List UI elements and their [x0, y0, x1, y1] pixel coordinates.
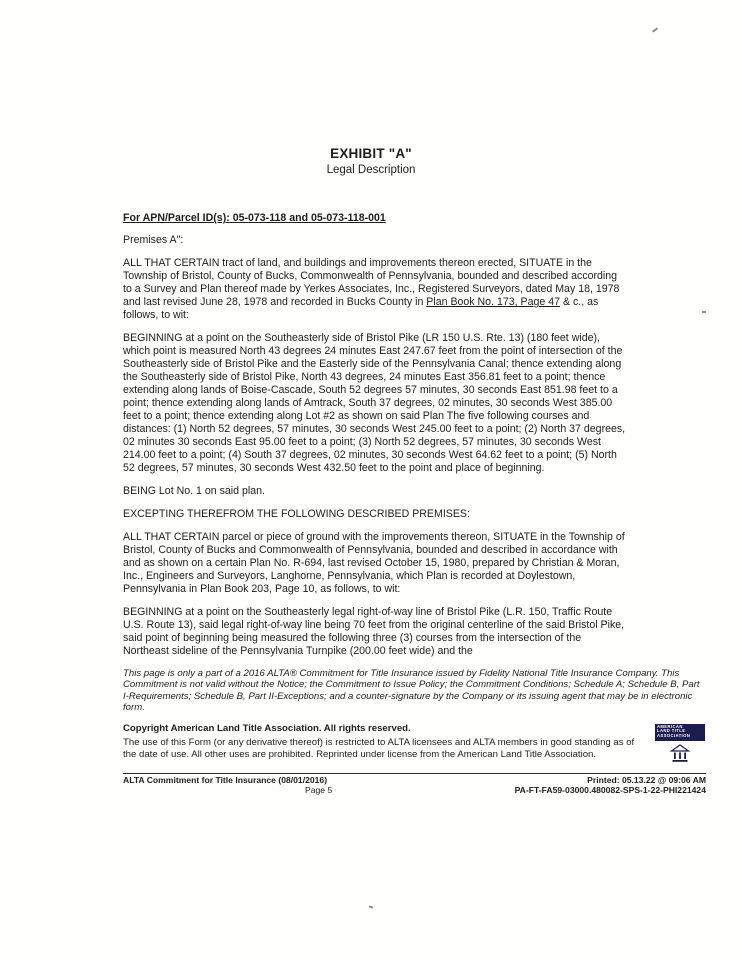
footer-meta-row [123, 774, 706, 798]
premises-label: Premises A": [123, 234, 184, 246]
right-of-way-paragraph: BEGINNING at a point on the Southeasterly legal right-of-way line of Bristol Pike (L.R. 150, Traffic Route U.S. Route 13), said legal right-of-way line being 70 feet from the original centerline of the said Bristol Pike, said point of beginning being measured the following three (3) courses from the intersection of the Northeast sideline of the Pennsylvania Turnpike (200.00 feet wide) and the [123, 606, 625, 657]
tract-description-pre: ALL THAT CERTAIN tract of land, and buildings and improvements thereon erected, SITUATE in the Township of Bristol, County of Bucks, Commonwealth of Pennsylvania, bounded and described according to a Survey and Plan thereof made by Yerkes Associates, Inc., Registered Surveyors, dated May 18, 1978 and last revised June 28, 1978 and recorded in Bucks County in [123, 257, 620, 308]
scan-artifact [702, 311, 706, 313]
parcel-description-paragraph: ALL THAT CERTAIN parcel or piece of ground with the improvements thereon, SITUATE in the Township of Bristol, County of Bucks and Commonwealth of Pennsylvania, bounded and described in accordance with and as shown on a certain Plan No. R-694, last revised October 15, 1980, prepared by Christian & Moran, Inc., Engineers and Surveyors, Langhorne, Pennsylvania, which Plan is recorded at Doylestown, Pennsylvania in Plan Book 203, Page 10, as follows, to wit: [123, 531, 625, 595]
alta-logo-line2: LAND TITLE [657, 728, 686, 734]
file-number: PA-FT-FA59-03000.480082-SPS-1-22-PHI221424 [514, 785, 706, 796]
license-column [123, 723, 648, 760]
legal-description-body [123, 212, 627, 658]
alta-logo [654, 724, 706, 769]
license-text: The use of this Form (or any derivative thereof) is restricted to ALTA licensees and ALTA members in good standing as of the date of use. All other uses are prohibited. Reprinted under license from the American Land Title Association. [123, 737, 635, 760]
alta-logo-line3: ASSOCIATION [657, 733, 691, 739]
scan-artifact [369, 905, 373, 908]
plan-book-reference: Plan Book No. 173, Page 47 [426, 296, 560, 308]
commitment-disclaimer-text: This page is only a part of a 2016 ALTA® Commitment for Title Insurance issued by Fidelity National Title Insurance Company. This Commitment is not valid without the Notice; the Commitment to Issue Policy; the Commitment Conditions; Schedule A; Schedule B, Part I-Requirements; Schedule B, Part II-Exceptions; and a counter-signature by the Company or its issuing agent that may be in electronic form. [123, 668, 700, 714]
alta-logo-line1: AMERICAN [657, 723, 683, 729]
scan-artifact [652, 27, 658, 32]
copyright-line: Copyright American Land Title Association. All rights reserved. [123, 722, 411, 734]
metes-bounds-paragraph: BEGINNING at a point on the Southeasterly side of Bristol Pike (LR 150 U.S. Rte. 13) (180 feet wide), which point is measured North 43 degrees 24 minutes East 247.67 feet from the point of intersection of the Southeasterly side of Bristol Pike and the Easterly side of the Pennsylvania Canal; thence extending along the Southeasterly side of Bristol Pike, North 43 degrees, 24 minutes East 356.81 feet to a point; thence extending along lands of Boise-Cascade, South 52 degrees 57 minutes, 30 seconds East 851.98 feet to a point; thence extending along lands of Amtrack, South 37 degrees, 02 minutes, 30 seconds West 385.00 feet to a point; thence extending along Lot #2 as shown on said Plan The five following courses and distances: (1) North 52 degrees, 57 minutes, 30 seconds West 245.00 feet to a point; (2) North 37 degrees, 02 minutes 30 seconds East 95.00 feet to a point; (3) North 52 degrees, 57 minutes, 30 seconds West 214.00 feet to a point; (4) South 37 degrees, 02 minutes, 30 seconds West 64.62 feet to a point; (5) North 52 degrees, 57 minutes, 30 seconds West 432.50 feet to the point and place of beginning. [123, 332, 626, 474]
apn-parcel-text: For APN/Parcel ID(s): 05-073-118 and 05-073-118-001 [123, 212, 386, 224]
excepting-heading: EXCEPTING THEREFROM THE FOLLOWING DESCRIBED PREMISES: [123, 508, 470, 520]
legal-description-subtitle: Legal Description [326, 164, 416, 176]
page-footer [123, 668, 706, 798]
alta-logo-box [655, 724, 705, 741]
page-number: Page 5 [305, 785, 333, 796]
tract-description-post: & c., as follows, to wit: [123, 296, 599, 321]
alta-emblem-icon [670, 744, 690, 769]
tract-description-paragraph [123, 257, 627, 322]
apn-parcel-line [123, 212, 627, 225]
exhibit-title: EXHIBIT "A" [330, 146, 412, 161]
copyright-license-row [123, 723, 706, 769]
being-lot-line: BEING Lot No. 1 on said plan. [123, 485, 265, 497]
form-name: ALTA Commitment for Title Insurance (08/01/2016) [123, 775, 328, 786]
printed-timestamp: Printed: 05.13.22 @ 09:06 AM [587, 775, 706, 786]
